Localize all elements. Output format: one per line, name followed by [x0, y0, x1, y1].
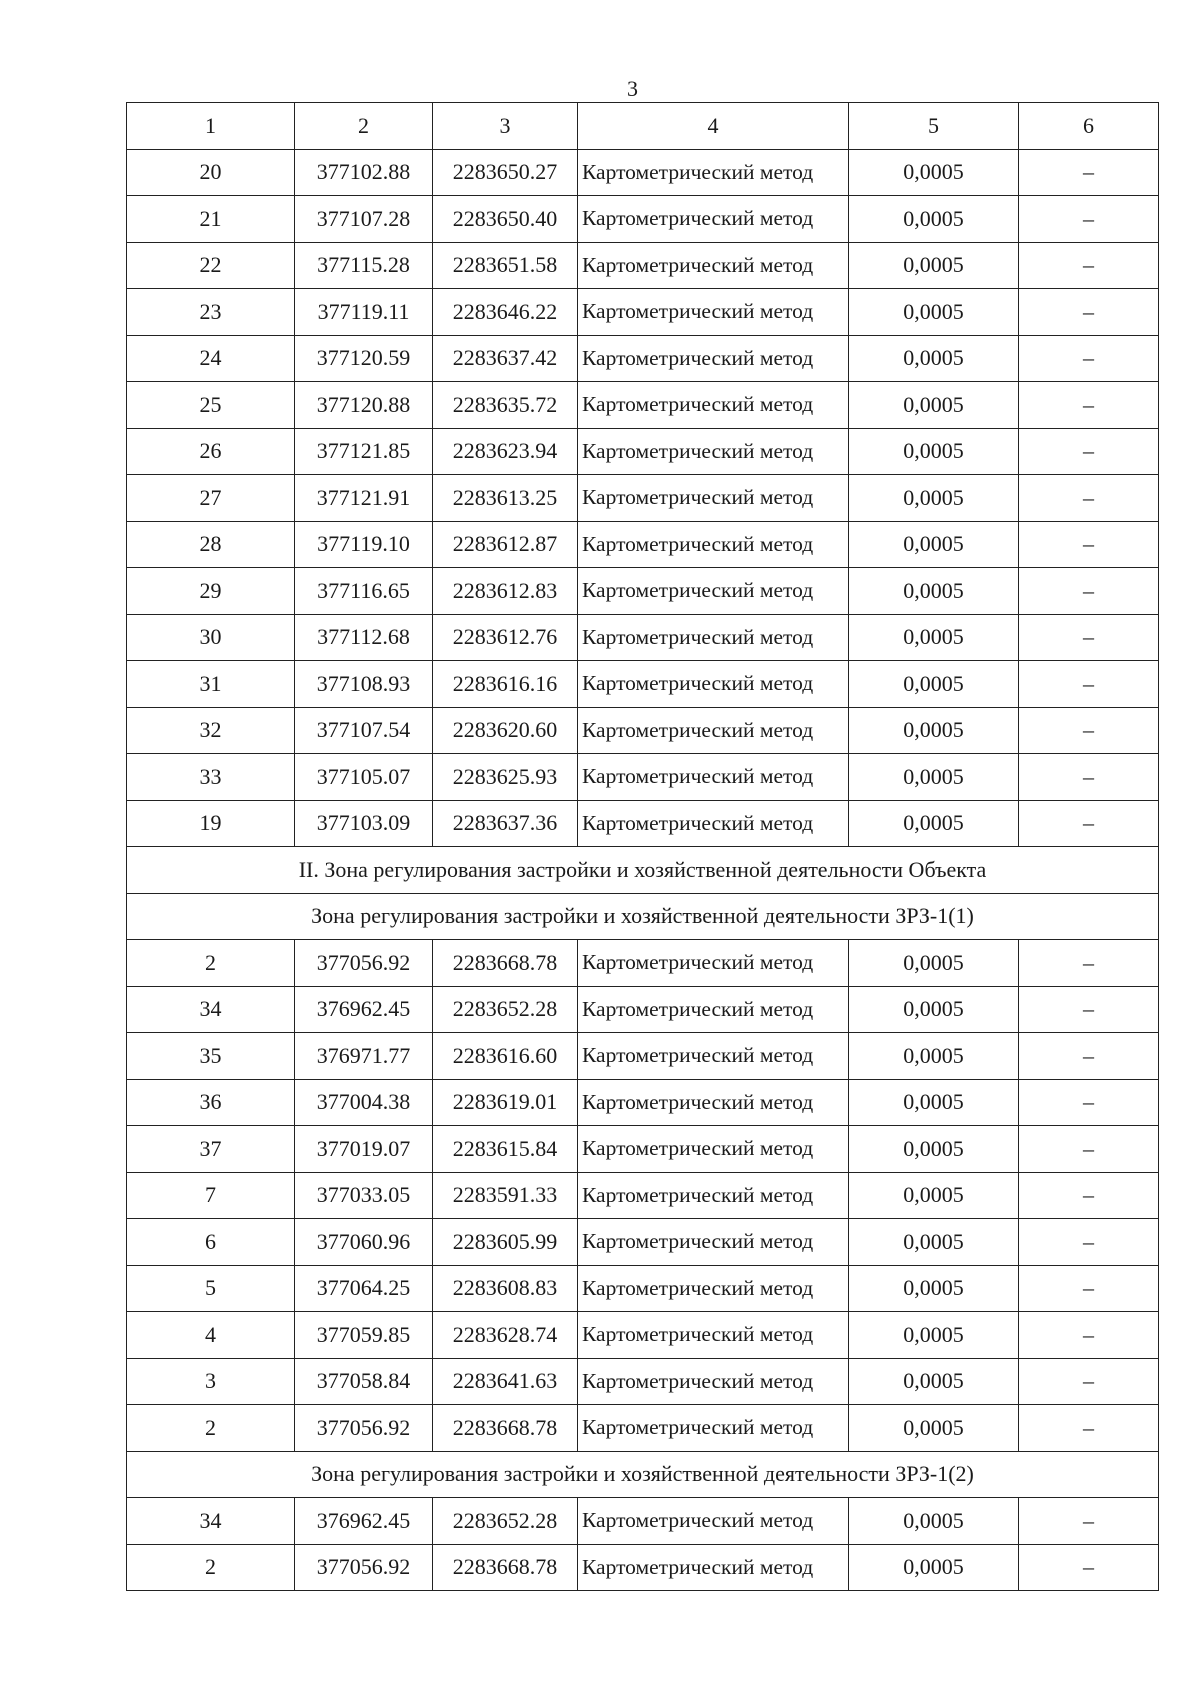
x-coordinate-cell: 377064.25 [295, 1265, 433, 1312]
table-row [127, 800, 1159, 847]
x-coordinate-cell: 377056.92 [295, 1405, 433, 1452]
y-coordinate-cell: 2283616.16 [433, 661, 578, 708]
y-coordinate-cell: 2283605.99 [433, 1219, 578, 1266]
precision-cell: 0,0005 [849, 1126, 1019, 1173]
y-coordinate-cell: 2283620.60 [433, 707, 578, 754]
table-row [127, 382, 1159, 429]
table-row [127, 289, 1159, 336]
x-coordinate-cell: 377060.96 [295, 1219, 433, 1266]
point-number-cell: 23 [127, 289, 295, 336]
header-cell: 1 [127, 103, 295, 150]
x-coordinate-cell: 377059.85 [295, 1312, 433, 1359]
precision-cell: 0,0005 [849, 521, 1019, 568]
description-cell: – [1019, 1033, 1159, 1080]
x-coordinate-cell: 377120.59 [295, 335, 433, 382]
x-coordinate-cell: 376962.45 [295, 1498, 433, 1545]
point-number-cell: 26 [127, 428, 295, 475]
method-cell: Картометрический метод [578, 196, 849, 243]
y-coordinate-cell: 2283612.76 [433, 614, 578, 661]
point-number-cell: 25 [127, 382, 295, 429]
method-cell: Картометрический метод [578, 986, 849, 1033]
method-cell: Картометрический метод [578, 568, 849, 615]
point-number-cell: 36 [127, 1079, 295, 1126]
method-cell: Картометрический метод [578, 521, 849, 568]
y-coordinate-cell: 2283637.36 [433, 800, 578, 847]
method-cell: Картометрический метод [578, 1079, 849, 1126]
x-coordinate-cell: 376962.45 [295, 986, 433, 1033]
description-cell: – [1019, 382, 1159, 429]
description-cell: – [1019, 940, 1159, 987]
precision-cell: 0,0005 [849, 289, 1019, 336]
y-coordinate-cell: 2283635.72 [433, 382, 578, 429]
precision-cell: 0,0005 [849, 1498, 1019, 1545]
table-row [127, 1498, 1159, 1545]
method-cell: Картометрический метод [578, 242, 849, 289]
precision-cell: 0,0005 [849, 754, 1019, 801]
x-coordinate-cell: 377120.88 [295, 382, 433, 429]
y-coordinate-cell: 2283668.78 [433, 1544, 578, 1591]
precision-cell: 0,0005 [849, 428, 1019, 475]
method-cell: Картометрический метод [578, 1126, 849, 1173]
precision-cell: 0,0005 [849, 1405, 1019, 1452]
method-cell: Картометрический метод [578, 149, 849, 196]
x-coordinate-cell: 377121.85 [295, 428, 433, 475]
precision-cell: 0,0005 [849, 1079, 1019, 1126]
precision-cell: 0,0005 [849, 1544, 1019, 1591]
table-row [127, 661, 1159, 708]
x-coordinate-cell: 377115.28 [295, 242, 433, 289]
header-cell: 4 [578, 103, 849, 150]
description-cell: – [1019, 1405, 1159, 1452]
method-cell: Картометрический метод [578, 1405, 849, 1452]
precision-cell: 0,0005 [849, 986, 1019, 1033]
precision-cell: 0,0005 [849, 614, 1019, 661]
description-cell: – [1019, 1172, 1159, 1219]
point-number-cell: 31 [127, 661, 295, 708]
point-number-cell: 7 [127, 1172, 295, 1219]
method-cell: Картометрический метод [578, 1172, 849, 1219]
table-row [127, 1358, 1159, 1405]
method-cell: Картометрический метод [578, 1544, 849, 1591]
x-coordinate-cell: 377112.68 [295, 614, 433, 661]
y-coordinate-cell: 2283650.27 [433, 149, 578, 196]
description-cell: – [1019, 1544, 1159, 1591]
x-coordinate-cell: 377056.92 [295, 940, 433, 987]
y-coordinate-cell: 2283612.87 [433, 521, 578, 568]
precision-cell: 0,0005 [849, 1172, 1019, 1219]
point-number-cell: 2 [127, 1544, 295, 1591]
table-row [127, 614, 1159, 661]
table-row [127, 1219, 1159, 1266]
method-cell: Картометрический метод [578, 1265, 849, 1312]
y-coordinate-cell: 2283652.28 [433, 986, 578, 1033]
precision-cell: 0,0005 [849, 1219, 1019, 1266]
table-row [127, 428, 1159, 475]
description-cell: – [1019, 242, 1159, 289]
x-coordinate-cell: 377121.91 [295, 475, 433, 522]
precision-cell: 0,0005 [849, 1265, 1019, 1312]
table-row [127, 1405, 1159, 1452]
precision-cell: 0,0005 [849, 1358, 1019, 1405]
y-coordinate-cell: 2283651.58 [433, 242, 578, 289]
y-coordinate-cell: 2283628.74 [433, 1312, 578, 1359]
table-row [127, 986, 1159, 1033]
description-cell: – [1019, 475, 1159, 522]
description-cell: – [1019, 707, 1159, 754]
table-row [127, 475, 1159, 522]
description-cell: – [1019, 428, 1159, 475]
x-coordinate-cell: 377105.07 [295, 754, 433, 801]
page-number: 3 [627, 76, 638, 101]
table-row [127, 149, 1159, 196]
point-number-cell: 34 [127, 1498, 295, 1545]
method-cell: Картометрический метод [578, 1033, 849, 1080]
description-cell: – [1019, 1358, 1159, 1405]
coordinates-table [126, 102, 1159, 1591]
precision-cell: 0,0005 [849, 196, 1019, 243]
x-coordinate-cell: 377058.84 [295, 1358, 433, 1405]
point-number-cell: 4 [127, 1312, 295, 1359]
precision-cell: 0,0005 [849, 335, 1019, 382]
y-coordinate-cell: 2283668.78 [433, 1405, 578, 1452]
description-cell: – [1019, 196, 1159, 243]
point-number-cell: 21 [127, 196, 295, 243]
section-heading-row [127, 1451, 1159, 1498]
description-cell: – [1019, 614, 1159, 661]
method-cell: Картометрический метод [578, 1312, 849, 1359]
x-coordinate-cell: 377119.11 [295, 289, 433, 336]
table-row [127, 1126, 1159, 1173]
method-cell: Картометрический метод [578, 335, 849, 382]
precision-cell: 0,0005 [849, 1312, 1019, 1359]
header-cell: 5 [849, 103, 1019, 150]
method-cell: Картометрический метод [578, 614, 849, 661]
point-number-cell: 32 [127, 707, 295, 754]
table-row [127, 1544, 1159, 1591]
method-cell: Картометрический метод [578, 289, 849, 336]
point-number-cell: 3 [127, 1358, 295, 1405]
precision-cell: 0,0005 [849, 149, 1019, 196]
description-cell: – [1019, 289, 1159, 336]
method-cell: Картометрический метод [578, 707, 849, 754]
section-heading: II. Зона регулирования застройки и хозяйственной деятельности Объекта [127, 847, 1159, 894]
table-row [127, 521, 1159, 568]
x-coordinate-cell: 377004.38 [295, 1079, 433, 1126]
y-coordinate-cell: 2283637.42 [433, 335, 578, 382]
description-cell: – [1019, 568, 1159, 615]
point-number-cell: 37 [127, 1126, 295, 1173]
point-number-cell: 20 [127, 149, 295, 196]
table-row [127, 242, 1159, 289]
description-cell: – [1019, 521, 1159, 568]
y-coordinate-cell: 2283646.22 [433, 289, 578, 336]
point-number-cell: 29 [127, 568, 295, 615]
x-coordinate-cell: 377102.88 [295, 149, 433, 196]
table-row [127, 196, 1159, 243]
x-coordinate-cell: 377116.65 [295, 568, 433, 615]
y-coordinate-cell: 2283613.25 [433, 475, 578, 522]
point-number-cell: 28 [127, 521, 295, 568]
table-row [127, 1265, 1159, 1312]
table-row [127, 1312, 1159, 1359]
precision-cell: 0,0005 [849, 940, 1019, 987]
y-coordinate-cell: 2283619.01 [433, 1079, 578, 1126]
precision-cell: 0,0005 [849, 661, 1019, 708]
precision-cell: 0,0005 [849, 1033, 1019, 1080]
point-number-cell: 22 [127, 242, 295, 289]
description-cell: – [1019, 754, 1159, 801]
point-number-cell: 19 [127, 800, 295, 847]
y-coordinate-cell: 2283625.93 [433, 754, 578, 801]
description-cell: – [1019, 335, 1159, 382]
table-body [127, 149, 1159, 1591]
table-row [127, 1079, 1159, 1126]
point-number-cell: 2 [127, 1405, 295, 1452]
y-coordinate-cell: 2283615.84 [433, 1126, 578, 1173]
table-header-row [127, 103, 1159, 150]
y-coordinate-cell: 2283652.28 [433, 1498, 578, 1545]
x-coordinate-cell: 377107.28 [295, 196, 433, 243]
section-heading: Зона регулирования застройки и хозяйственной деятельности ЗРЗ-1(1) [127, 893, 1159, 940]
table-row [127, 568, 1159, 615]
x-coordinate-cell: 377119.10 [295, 521, 433, 568]
method-cell: Картометрический метод [578, 1498, 849, 1545]
x-coordinate-cell: 377103.09 [295, 800, 433, 847]
section-heading: Зона регулирования застройки и хозяйственной деятельности ЗРЗ-1(2) [127, 1451, 1159, 1498]
description-cell: – [1019, 1498, 1159, 1545]
description-cell: – [1019, 149, 1159, 196]
point-number-cell: 6 [127, 1219, 295, 1266]
description-cell: – [1019, 661, 1159, 708]
method-cell: Картометрический метод [578, 661, 849, 708]
point-number-cell: 33 [127, 754, 295, 801]
header-cell: 2 [295, 103, 433, 150]
point-number-cell: 5 [127, 1265, 295, 1312]
section-heading-row [127, 893, 1159, 940]
x-coordinate-cell: 377056.92 [295, 1544, 433, 1591]
point-number-cell: 24 [127, 335, 295, 382]
precision-cell: 0,0005 [849, 475, 1019, 522]
point-number-cell: 34 [127, 986, 295, 1033]
x-coordinate-cell: 377107.54 [295, 707, 433, 754]
section-heading-row [127, 847, 1159, 894]
point-number-cell: 35 [127, 1033, 295, 1080]
table-row [127, 707, 1159, 754]
method-cell: Картометрический метод [578, 428, 849, 475]
x-coordinate-cell: 377033.05 [295, 1172, 433, 1219]
x-coordinate-cell: 377108.93 [295, 661, 433, 708]
header-cell: 3 [433, 103, 578, 150]
point-number-cell: 27 [127, 475, 295, 522]
y-coordinate-cell: 2283668.78 [433, 940, 578, 987]
description-cell: – [1019, 800, 1159, 847]
y-coordinate-cell: 2283608.83 [433, 1265, 578, 1312]
method-cell: Картометрический метод [578, 475, 849, 522]
description-cell: – [1019, 1265, 1159, 1312]
table-row [127, 335, 1159, 382]
table-row [127, 754, 1159, 801]
y-coordinate-cell: 2283616.60 [433, 1033, 578, 1080]
precision-cell: 0,0005 [849, 800, 1019, 847]
method-cell: Картометрический метод [578, 382, 849, 429]
method-cell: Картометрический метод [578, 940, 849, 987]
precision-cell: 0,0005 [849, 382, 1019, 429]
description-cell: – [1019, 1219, 1159, 1266]
precision-cell: 0,0005 [849, 707, 1019, 754]
method-cell: Картометрический метод [578, 800, 849, 847]
method-cell: Картометрический метод [578, 1219, 849, 1266]
x-coordinate-cell: 376971.77 [295, 1033, 433, 1080]
table-row [127, 940, 1159, 987]
description-cell: – [1019, 1079, 1159, 1126]
method-cell: Картометрический метод [578, 754, 849, 801]
y-coordinate-cell: 2283641.63 [433, 1358, 578, 1405]
method-cell: Картометрический метод [578, 1358, 849, 1405]
description-cell: – [1019, 1126, 1159, 1173]
table-row [127, 1033, 1159, 1080]
description-cell: – [1019, 1312, 1159, 1359]
precision-cell: 0,0005 [849, 568, 1019, 615]
point-number-cell: 30 [127, 614, 295, 661]
table-row [127, 1172, 1159, 1219]
y-coordinate-cell: 2283612.83 [433, 568, 578, 615]
point-number-cell: 2 [127, 940, 295, 987]
header-cell: 6 [1019, 103, 1159, 150]
y-coordinate-cell: 2283650.40 [433, 196, 578, 243]
x-coordinate-cell: 377019.07 [295, 1126, 433, 1173]
precision-cell: 0,0005 [849, 242, 1019, 289]
description-cell: – [1019, 986, 1159, 1033]
y-coordinate-cell: 2283591.33 [433, 1172, 578, 1219]
y-coordinate-cell: 2283623.94 [433, 428, 578, 475]
